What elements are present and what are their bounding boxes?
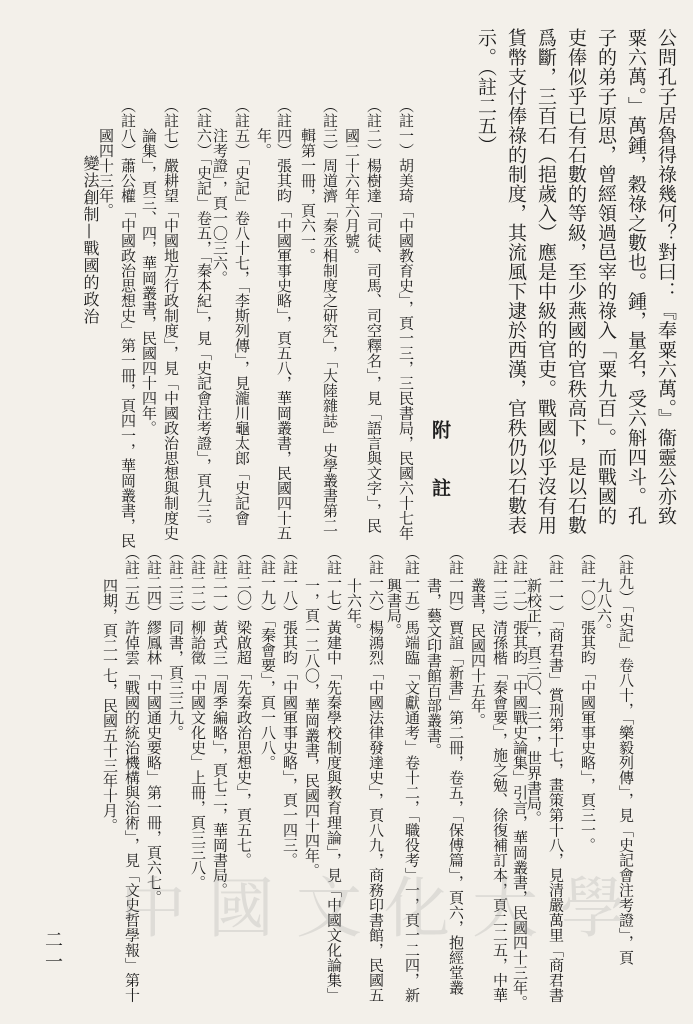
- note-entry: （註一二）張其昀「中國戰史論集」引言，華岡叢書，民國四十三年。: [511, 545, 529, 1010]
- main-text-line: 示。（註二五）: [475, 28, 497, 155]
- note-entry-continuation: 輯第一冊，頁六一。: [299, 128, 317, 263]
- note-entry: （註一九）「秦會要」，頁一八八。: [259, 545, 277, 770]
- note-entry-continuation: 一，頁一二八〇，華岡叢書，民國四十四年。: [303, 578, 321, 878]
- note-entry: （註二）楊樹達「司徒、司馬、司空釋名」，見「語言與文字」，民: [365, 98, 383, 533]
- note-entry-continuation: 九八六。: [595, 578, 613, 638]
- note-entry: （註二三）同書，頁三三九。: [167, 545, 185, 740]
- note-entry: （註二一）黃式三「周季編略」，頁七二，華岡書局。: [211, 545, 229, 898]
- running-footer: 變法創制—戰國的政治: [81, 155, 100, 325]
- note-entry: （註一）胡美琦「中國教育史」，頁一三，三民書局，民國六十七年: [397, 98, 415, 541]
- page-number: 二一: [42, 930, 63, 974]
- watermark: 中國文化大學: [120, 870, 648, 947]
- note-entry: （註五）「史記」卷八十七，「李斯列傳」，見瀧川龜太郎「史記會: [233, 98, 251, 526]
- note-entry: （註一一）「商君書」賞刑第十七，畫策第十八，見清嚴萬里「商君書: [547, 545, 565, 1003]
- note-entry-continuation: 新校正」，頁三〇、三一，世界書局。: [525, 578, 543, 826]
- note-entry-continuation: 十六年。: [345, 578, 363, 638]
- note-entry: （註三）周道濟「秦丞相制度之研究」，「大陸雜誌」史學叢書第二: [321, 98, 339, 533]
- note-entry-continuation: 興書局。: [385, 578, 403, 638]
- note-entry: （註七）嚴耕望「中國地方行政制度」，見「中國政治思想與制度史: [162, 98, 180, 541]
- note-entry-continuation: 論集」，頁三、四，華岡叢書，民國四十四年。: [140, 128, 158, 436]
- note-entry: （註九）「史記」卷八十，「樂毅列傳」，見「史記會注考證」，頁: [617, 545, 635, 965]
- main-text-line: 爲斷，三百石（挹歲入）應是中級的官吏。戰國似乎沒有用: [535, 28, 557, 535]
- main-text-line: 公問孔子居魯得祿幾何？對曰：『奉粟六萬。』衞靈公亦致: [655, 28, 677, 526]
- note-entry-continuation: 注考證」，頁一〇三六。: [211, 128, 229, 286]
- note-entry: （註一六）楊鴻烈「中國法律發達史」，頁八九，商務印書館，民國五: [367, 545, 385, 1003]
- note-entry-continuation: 國四十三年。: [97, 128, 115, 218]
- main-text-line: 粟六萬。」萬鍾，穀祿之數也。鍾，量名，受六斛四斗。孔: [625, 28, 647, 526]
- note-entry-continuation: 國二十六年六月號。: [343, 128, 361, 263]
- note-entry: （註一五）馬端臨「文獻通考」卷十二，「職役考」一，頁一二四，新: [403, 545, 421, 1003]
- note-entry-continuation: 叢書，民國四十五年。: [469, 578, 487, 728]
- note-entry-continuation: 四期，頁二一七，民國五十三年十月。: [101, 578, 119, 833]
- main-text-line: 子的弟子原思，曾經領過邑宰的祿入「粟九百」。而戰國的: [595, 28, 617, 526]
- note-entry: （註一七）黃建中「先秦學校制度與教育理論」，見「中國文化論集」: [325, 545, 343, 1003]
- note-entry-continuation: 書，藝文印書館百部叢書。: [425, 578, 443, 758]
- main-text-line: 吏俸似乎已有石數的等級，至少燕國的官秩高下，是以石數: [565, 28, 587, 535]
- note-entry: （註六）「史記」卷五，「秦本紀」，見「史記會注考證」，頁九三。: [195, 98, 213, 533]
- note-entry: （註二五）許倬雲「戰國的統治機構與治術」，見「文史哲學報」第十: [123, 545, 141, 1003]
- note-entry: （註一〇）張其昀「中國軍事史略」，頁三一。: [579, 545, 597, 853]
- notes-heading: 附 註: [429, 420, 451, 507]
- note-entry: （註一八）張其昀「中國軍事史略」，頁一四三。: [281, 545, 299, 868]
- note-entry: （註二二）柳詒徵「中國文化史」上冊，頁三三八。: [189, 545, 207, 890]
- note-entry: （註一三）清孫楷「秦會要」，施之勉、徐復補訂本，頁二二五，中華: [491, 545, 509, 1003]
- note-entry: （註一四）賈誼「新書」第二冊，卷五，「保傅篇」，頁六，抱經堂叢: [447, 545, 465, 995]
- note-entry: （註四）張其昀「中國軍事史略」，頁五八，華岡叢書，民國四十五: [275, 98, 293, 541]
- main-text-line: 貨幣支付俸祿的制度，其流風下逮於西漢，官秩仍以石數表: [505, 28, 527, 535]
- note-entry-continuation: 年。: [255, 128, 273, 158]
- note-entry: （註二〇）梁啟超「先秦政治思想史」，頁五七。: [235, 545, 253, 868]
- note-entry: （註二四）繆鳳林「中國通史要略」第一冊，頁六七。: [145, 545, 163, 905]
- note-entry: （註八）蕭公權「中國政治思想史」第一冊，頁四一，華岡叢書，民: [119, 98, 137, 548]
